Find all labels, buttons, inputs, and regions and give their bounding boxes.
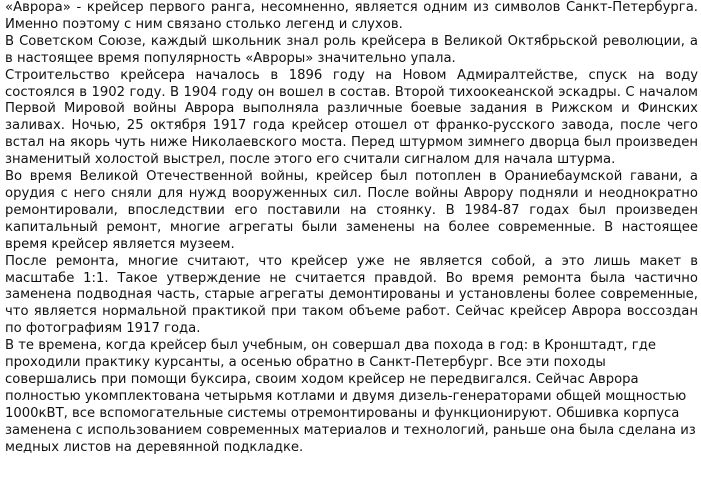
article-text [5,0,698,456]
paragraph-training: В те времена, когда крейсер был учебным, он совершал два похода в год: в Кронштадт, где проходили практику курсанты, а осенью обратно в Санкт-Петербург. Все эти походы совершались при помощи буксира, своим ходом крейсер не передвигался. Сейчас Аврора полностью укомплектована четырьмя котлами и двумя дизель-генераторами общей мощностью 1000кВТ, все вспомогательные системы отремонтированы и функционируют. Обшивка корпуса заменена с использованием современных материалов и технологий, раньше она была сделана из медных листов на деревянной подкладке. [5,338,696,455]
paragraph-wwii: Во время Великой Отечественной войны, крейсер был потоплен в Ораниебаумской гавани, а орудия с него сняли для нужд вооруженных сил. После войны Аврору подняли и неоднократно ремонтировали, впоследствии его поставили на стоянку. В 1984-87 годах был произведен капитальный ремонт, многие агрегаты были заменены на более современные. В настоящее время крейсер является музеем. [5,169,698,252]
paragraph-intro: «Аврора» - крейсер первого ранга, несомненно, является одним из символов Санкт-Петербурга. Именно поэтому с ним связано столько легенд и слухов. [5,0,698,32]
paragraph-repair: После ремонта, многие считают, что крейсер уже не является собой, а это лишь макет в масштабе 1:1. Такое утверждение не считается правдой. Во время ремонта была частично заменена подводная часть, старые агрегаты демонтированы и установлены более современные, что является нормальной практикой при таком объеме работ. Сейчас крейсер Аврора воссоздан по фотографиям 1917 года. [5,253,698,337]
paragraph-construction: Строительство крейсера началось в 1896 году на Новом Адмиралтействе, спуск на воду состоялся в 1902 году. В 1904 году он вошел в состав. Второй тихоокеанской эскадры. С началом Первой Мировой войны Аврора выполняла различные боевые задания в Рижском и Финских заливах. Ночью, 25 октября 1917 года крейсер отошел от франко-русского завода, после чего встал на якорь чуть ниже Николаевского моста. Перед штурмом зимнего дворца был произведен знаменитый холостой выстрел, после этого его считали сигналом для начала штурма. [5,67,698,168]
paragraph-soviet-era: В Советском Союзе, каждый школьник знал роль крейсера в Великой Октябрьской революции, а в настоящее время популярность «Авроры» значительно упала. [5,33,698,66]
